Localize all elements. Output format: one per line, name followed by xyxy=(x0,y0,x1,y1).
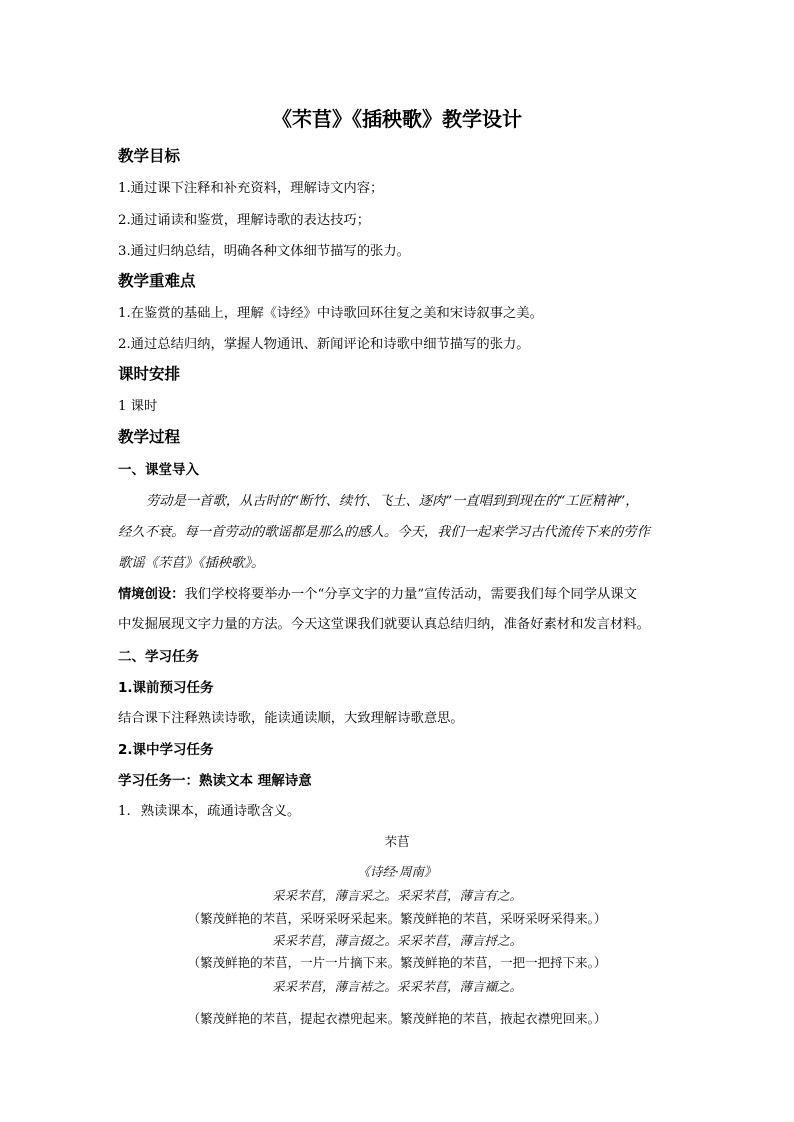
intro-line: 歌谣《芣苢》《插秧歌》。 xyxy=(118,556,265,571)
poem-line: 采采芣苢，薄言掇之。采采芣苢，薄言捋之。 xyxy=(271,933,522,948)
intro-line: 劳动是一首歌，从古时的“断竹、续竹、飞土、逐肉”一直唱到到现在的“工匠精神”， xyxy=(146,494,639,509)
key-points-heading: 教学重难点 xyxy=(118,272,196,290)
goal-item: 3.通过归纳总结，明确各种文体细节描写的张力。 xyxy=(118,244,410,259)
intro-heading: 一、课堂导入 xyxy=(118,462,199,478)
page-title: 《芣苢》《插秧歌》教学设计 xyxy=(272,107,522,131)
scenario-line: 中发掘展现文字力量的方法。今天这堂课我们就要认真总结归纳，准备好素材和发言材料。 xyxy=(118,617,650,632)
scenario-line xyxy=(118,583,637,602)
scenario-text: 我们学校将要举办一个“分享文字的力量”宣传活动，需要我们每个同学从课文 xyxy=(184,587,637,602)
goal-item: 2.通过诵读和鉴赏，理解诗歌的表达技巧； xyxy=(118,213,371,228)
poem-gloss: （繁茂鲜艳的芣苢，采呀采呀采起来。繁茂鲜艳的芣苢，采呀采呀采得来。） xyxy=(187,911,607,926)
schedule-text: 1 课时 xyxy=(118,399,158,414)
poem-line: 采采芣苢，薄言采之。采采芣苢，薄言有之。 xyxy=(271,888,522,903)
tasks-heading: 二、学习任务 xyxy=(118,649,199,665)
poem-gloss: （繁茂鲜艳的芣苢，提起衣襟兜起来。繁茂鲜艳的芣苢，掖起衣襟兜回来。） xyxy=(187,1011,607,1026)
process-heading: 教学过程 xyxy=(118,428,181,446)
preview-text: 结合课下注释熟读诗歌，能读通读顺，大致理解诗歌意思。 xyxy=(118,711,464,726)
preview-heading: 1.课前预习任务 xyxy=(118,680,214,696)
goals-heading: 教学目标 xyxy=(118,147,181,165)
step-text: 熟读课本，疏通诗歌含义。 xyxy=(140,804,301,819)
poem-title: 芣苢 xyxy=(384,834,410,849)
poem-source: 《诗经·周南》 xyxy=(357,864,437,879)
task1-heading: 学习任务一：熟读文本 理解诗意 xyxy=(118,773,312,789)
step-number: 1. xyxy=(118,804,131,819)
scenario-label: 情境创设： xyxy=(118,587,185,602)
step-item xyxy=(118,800,300,819)
intro-line: 经久不衰。每一首劳动的歌谣都是那么的感人。今天，我们一起来学习古代流传下来的劳作 xyxy=(118,525,650,540)
key-point-item: 2.通过总结归纳，掌握人物通讯、新闻评论和诗歌中细节描写的张力。 xyxy=(118,337,530,352)
goal-item: 1.通过课下注释和补充资料，理解诗文内容； xyxy=(118,181,384,196)
poem-line: 采采芣苢，薄言袺之。采采芣苢，薄言襭之。 xyxy=(271,979,522,994)
key-point-item: 1.在鉴赏的基础上，理解《诗经》中诗歌回环往复之美和宋诗叙事之美。 xyxy=(118,306,543,321)
inclass-heading: 2.课中学习任务 xyxy=(118,742,214,758)
schedule-heading: 课时安排 xyxy=(118,365,181,383)
poem-gloss: （繁茂鲜艳的芣苢，一片一片摘下来。繁茂鲜艳的芣苢，一把一把捋下来。） xyxy=(187,955,607,970)
